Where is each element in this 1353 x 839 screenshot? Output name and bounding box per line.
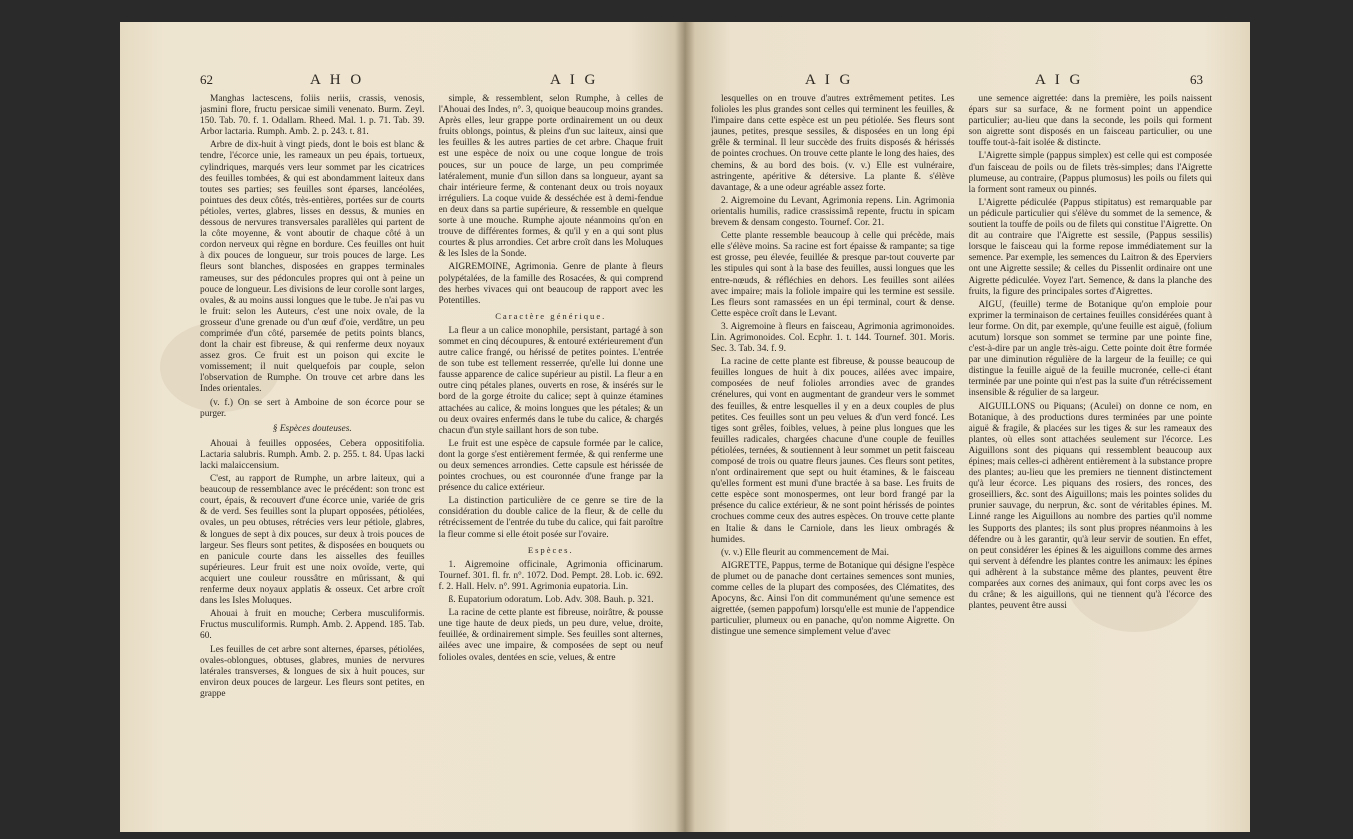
right-running-head-left: A I G — [805, 72, 854, 88]
paragraph: ß. Eupatorium odoratum. Lob. Adv. 308. Bauh. p. 321. — [448, 595, 654, 606]
left-running-head-left: A H O — [310, 72, 365, 88]
right-column-2 — [969, 94, 1213, 812]
right-page-columns — [711, 94, 1212, 812]
paragraph: (v. f.) On se sert à Amboine de son écorce pour se purger. — [200, 397, 425, 419]
paragraph: Cette plante ressemble beaucoup à celle qui précède, mais elle s'élève moins. Sa racine est fort épaisse & rampante; sa tige est grosse, peu élevée, feuillée & presque par-tout couverte par les stipules qui sont à la base des feuilles, aussi longues que les entre-nœuds, & réfléchies en dehors. Les feuilles sont ailées avec impaire; mais la foliole impaire qui les termine est sessile. Les fleurs sont ramassées en un épi terminal, court & dense. Cette espèce croît dans le Levant. — [711, 231, 955, 319]
paragraph: La racine de cette plante est fibreuse, & pousse beaucoup de feuilles longues de huit à dix pouces, ailées avec impaire, composées de neuf folioles arrondies avec de grandes crénelures, qui vont en augmentant de grandeur vers le sommet des feuilles, & entre lesquelles il y en a deux couples de plus petites. Ces feuilles sont un peu velues & d'un verd foncé. Les tiges sont grêles, foibles, velues, à peine plus longues que les feuilles radicales, chargées chacune d'une couple de feuilles pétiolées, ternées, & soutiennent à leur sommet un petit faisceau composé de trois ou quatre fleurs jaunes. Ces fleurs sont petites, n'ont ordinairement que sept ou huit étamines, & le faisceau qu'elles forment est muni d'une bractée à sa base. Les fruits de cette espèce sont monospermes, ont leur bord frangé par la présence du calice extérieur, & ne sont point hérissés de pointes crochues comme ceux des autres espèces. On trouve cette plante en Italie & dans le Carniole, dans les lieux ombragés & humides. — [711, 357, 955, 545]
paragraph: simple, & ressemblent, selon Rumphe, à celles de l'Ahouai des Indes, n°. 3, quoique beaucoup moins grandes. Après elles, leur grappe porte ordinairement un ou deux fruits oblongs, pointus, & pleins d'un suc laiteux, ainsi que les feuilles & les autres parties de cet arbre. Chaque fruit est une espèce de noix ou une coque longue de trois pouces, sur un pouce de large, un peu comprimée latéralement, munie d'un sillon dans sa longueur, ayant sa chair intérieure ferme, & contenant deux ou trois noyaux irréguliers. La coque vuide & desséchée est à demi-fendue en deux dans sa partie supérieure, & ressemble en quelque sorte à une mouche. Rumphe ajoute néanmoins qu'on en trouve de différentes formes, & qu'il y en a qui sont plus courtes & plus arrondies. Cet arbre croît dans les Moluques & les Isles de la Sonde. — [438, 94, 663, 260]
left-page — [120, 22, 685, 832]
book-gutter — [675, 22, 695, 832]
section-heading: § Espèces douteuses. — [272, 423, 352, 434]
book-spread — [120, 22, 1250, 832]
paragraph: 1. Aigremoine officinale, Agrimonia officinarum. Tournef. 301. fl. fr. n°. 1072. Dod. Pempt. 28. Lob. ic. 692. f. 2. Hall. Helv. n°. 991. Agrimonia eupatoria. Lin. — [438, 559, 663, 592]
paragraph: 3. Aigremoine à fleurs en faisceau, Agrimonia agrimonoides. Lin. Agrimonoides. Col. Ecphr. 1. t. 144. Tournef. 301. Moris. Sec. 3. Tab. 34. f. 9. — [711, 321, 955, 355]
paragraph: La fleur a un calice monophile, persistant, partagé à son sommet en cinq découpures, & entouré extérieurement d'un autre calice frangé, ou hérissé de petites pointes. L'entrée de son tube est tellement resserrée, qu'elle lui donne une fausse apparence de calice supérieur au pistil. La fleur a en outre cinq pétales planes, ouverts en rose, & insérés sur le bord de la gorge étroite du calice; sept à quinze étamines attachées au calice, & moins longues que les pétales; & un ou deux ovaires enfermés dans le tube du calice, & chargés chacun d'un style saillant hors de son tube. — [438, 325, 663, 436]
paragraph: La distinction particulière de ce genre se tire de la considération du double calice de la fleur, & de celle du rétrécissement de l'entrée du tube du calice, qui fait paroître la fleur comme si elle étoit posée sur l'ovaire. — [438, 496, 663, 540]
paragraph: (v. v.) Elle fleurit au commencement de Mai. — [721, 547, 889, 558]
right-page — [685, 22, 1250, 832]
right-column-1 — [711, 94, 955, 812]
paragraph: AIGRETTE, Pappus, terme de Botanique qui désigne l'espèce de plumet ou de panache dont certaines semences sont munies, comme celles de la plupart des composées, des Clématites, des Apocyns, &c. Ainsi l'on dit communément qu'une semence est aigrettée, (semen pappofum) lorsqu'elle est munie de l'appendice particulier, plumeux ou en panache, qu'on nomme Aigrette. On distingue une semence simplement velue d'avec — [711, 560, 955, 638]
left-running-head-right: A I G — [550, 72, 599, 88]
paragraph: Les feuilles de cet arbre sont alternes, éparses, pétiolées, ovales-oblongues, obtuses, glabres, munies de nervures latérales transverses, & longues de six à huit pouces, sur environ deux pouces de largeur. Les fleurs sont petites, en grappe — [200, 644, 425, 699]
paragraph: Arbre de dix-huit à vingt pieds, dont le bois est blanc & tendre, l'écorce unie, les rameaux un peu épais, tortueux, cylindriques, marqués vers leur sommet par les cicatrices des feuilles tombées, & qui est abondamment laiteux dans toutes ses parties; ses feuilles sont éparses, lancéolées, pointues des deux côtés, très-entières, portées sur de courts pétioles, vertes, glabres, lisses en dessus, & munies en dessous de nervures transversales parallèles qui partent de la côte moyenne, & vont aboutir de chaque côté à un cordon nerveux qui règne en bordure. Ces feuilles ont huit à dix pouces de longueur, sur trois pouces de large. Les fleurs sont blanches, disposées en grappes terminales rameuses, sur des pédoncules propres qui ont à peine un pouce de longueur. Les divisions de leur corolle sont larges, ovales, & au moins aussi longues que le tube. Je n'ai pas vu le fruit: selon les Auteurs, c'est une noix ovale, de la grosseur d'une grenade ou d'un œuf d'oie, verdâtre, un peu comprimée d'un côté, parsemée de petits points blancs, dont la chair est fibreuse, & qui renferme deux noyaux assez gros. Ce fruit est un poison qui excite le vomissement; il nuit quelquefois par couple, selon l'observation de Rumphe. On trouve cet arbre dans les Indes orientales. — [200, 140, 425, 395]
left-page-columns — [200, 94, 663, 812]
paragraph: AIGREMOINE, Agrimonia. Genre de plante à fleurs polypétalées, de la famille des Rosacées, & qui comprend des herbes vivaces qui ont beaucoup de rapport avec les Potentilles. — [438, 262, 663, 306]
paragraph: C'est, au rapport de Rumphe, un arbre laiteux, qui a beaucoup de ressemblance avec le précédent: son tronc est court, épais, & recouvert d'une écorce unie, variée de gris & de verd. Ses feuilles sont la plupart opposées, pétiolées, ovales, un peu obtuses, rétrécies vers leur pétiole, glabres, & longues de sept à dix pouces, sur deux à trois pouces de largeur. Ses fleurs sont petites, & disposées en bouquets ou en panicule courte dans les aisselles des feuilles supérieures. Leur fruit est une noix ovoïde, verte, qui acquiert une couleur roussâtre en mûrissant, & qui renferme deux noyaux applatis & osseux. Cet arbre croît dans les Isles Moluques. — [200, 474, 425, 607]
paragraph: L'Aigrette simple (pappus simplex) est celle qui est composée d'un faisceau de poils ou de filets très-simples; dans l'Aigrette plumeuse, au contraire, (Pappus plumosus) les poils ou filets qui la forment sont rameux ou pinnés. — [968, 151, 1212, 195]
paragraph: AIGU, (feuille) terme de Botanique qu'on emploie pour exprimer la terminaison de certaines feuilles considérées quant à leur forme. On dit, par exemple, qu'une feuille est aiguë, (folium acutum) lorsque son sommet se termine par une pointe fine, c'est-à-dire par un angle très-aigu. Cette pointe doit être formée par une diminution régulière de la largeur de la feuille; ce qui distingue la feuille aiguë de la feuille mucronée, celle-ci étant terminée par une pointe qui n'est pas la suite d'un rétrécissement insensible & régulier de sa largeur. — [968, 299, 1212, 399]
paragraph: Manghas lactescens, foliis neriis, crassis, venosis, jasmini flore, fructu persicae simili venenato. Burm. Zeyl. 150. Tab. 70. f. 1. Odallam. Rheed. Mal. 1. p. 71. Tab. 39. Arbor lactaria. Rumph. Amb. 2. p. 243. t. 81. — [200, 94, 425, 138]
paragraph: lesquelles on en trouve d'autres extrêmement petites. Les folioles les plus grandes sont celles qui terminent les feuilles, & l'impaire dans cette espèce est un peu pétiolée. Ses fleurs sont jaunes, petites, presque sessiles, & disposées en un long épi grêle & terminal. Il leur succède des fruits disposés & hérissés de pointes crochues. On trouve cette plante le long des haies, des chemins, & au bord des bois. (v. v.) Elle est vulnéraire, astringente, apéritive & détersive. La plante ß. s'élève davantage, & a une odeur agréable assez forte. — [711, 94, 955, 193]
section-heading: Caractère générique. — [495, 310, 607, 321]
left-column-1 — [200, 94, 425, 812]
paragraph: Ahouai à feuilles opposées, Cebera oppositifolia. Lactaria salubris. Rumph. Amb. 2. p. 255. t. 84. Upas lacki lacki malaiccensium. — [200, 438, 425, 471]
paragraph: 2. Aigremoine du Levant, Agrimonia repens. Lin. Agrimonia orientalis humilis, radice crassissimâ repente, fructu in spicam brevem & densam congesto. Tournef. Cor. 21. — [711, 195, 955, 229]
paragraph: Le fruit est une espèce de capsule formée par le calice, dont la gorge s'est entièrement fermée, & qui renferme une ou deux semences arrondies. Cette capsule est hérissée de pointes crochues, ou est couronnée d'une frange par la présence du calice extérieur. — [438, 438, 663, 494]
paragraph: L'Aigrette pédiculée (Pappus stipitatus) est remarquable par un pédicule particulier qui s'élève du sommet de la semence, & soutient la touffe de poils ou de filets qui constitue l'Aigrette. On dit au contraire que l'Aigrette est sessile, (Pappus sessilis) lorsque le faisceau qui la forme repose immédiatement sur la semence. Par exemple, les semences du Laitron & des Eperviers ont une Aigrette sessile; & celles du Pissenlit ordinaire ont une Aigrette pédiculée. Voyez l'art. Semence, & dans la planche des fruits, la figure des principales sortes d'Aigrettes. — [968, 197, 1212, 297]
left-page-number: 62 — [200, 72, 213, 87]
right-page-number: 63 — [1190, 72, 1203, 87]
paragraph: La racine de cette plante est fibreuse, noirâtre, & pousse une tige haute de deux pieds, un peu dure, velue, droite, feuillée, & ordinairement simple. Ses feuilles sont alternes, ailées avec une impaire, & composées de sept ou neuf folioles ovales, dentées en scie, velues, & entre — [438, 608, 663, 663]
section-heading: Espèces. — [527, 544, 574, 555]
paragraph: une semence aigrettée: dans la première, les poils naissent épars sur sa surface, & ne forment point un appendice particulier; au-lieu que dans la seconde, les poils qui forment son aigrette sont disposés en un faisceau particulier, ou une touffe tout-à-fait isolée & distincte. — [968, 94, 1212, 149]
right-running-head-right: A I G — [1035, 72, 1084, 88]
paragraph: AIGUILLONS ou Piquans; (Aculei) on donne ce nom, en Botanique, à des productions dures terminées par une pointe aiguë & fragile, & placées sur les tiges & sur les rameaux des plantes, où elles sont attachées seulement sur l'écorce. Les Aiguillons sont des piquans qui ressemblent beaucoup aux épines; mais celles-ci adhèrent entièrement à la substance propre des plantes; au-lieu que les premiers ne tiennent distinctement qu'à leur écorce. Les piquans des rosiers, des ronces, des groseilliers, &c. sont des Aiguillons; mais les pointes solides du prunier sauvage, du nerprun, &c. sont de véritables épines. M. Linné range les Aiguillons au nombre des parties qu'il nomme les Supports des plantes; ils sont plus propres néanmoins à les défendre ou à les garantir, qu'à leur servir de soutien. En effet, on peut considérer les épines & les aiguillons comme des armes qui servent à défendre les plantes contre les animaux: les épines qui adhèrent à la substance même des plantes, peuvent être comparées aux cornes des animaux, qui font corps avec les os du crâne; & les aiguillons, qui ne tiennent qu'à l'écorce des plantes, peuvent être aussi — [968, 401, 1212, 612]
paragraph: Ahouai à fruit en mouche; Cerbera musculiformis. Fructus musculiformis. Rumph. Amb. 2. Append. 185. Tab. 60. — [200, 609, 425, 642]
left-column-2 — [439, 94, 664, 812]
